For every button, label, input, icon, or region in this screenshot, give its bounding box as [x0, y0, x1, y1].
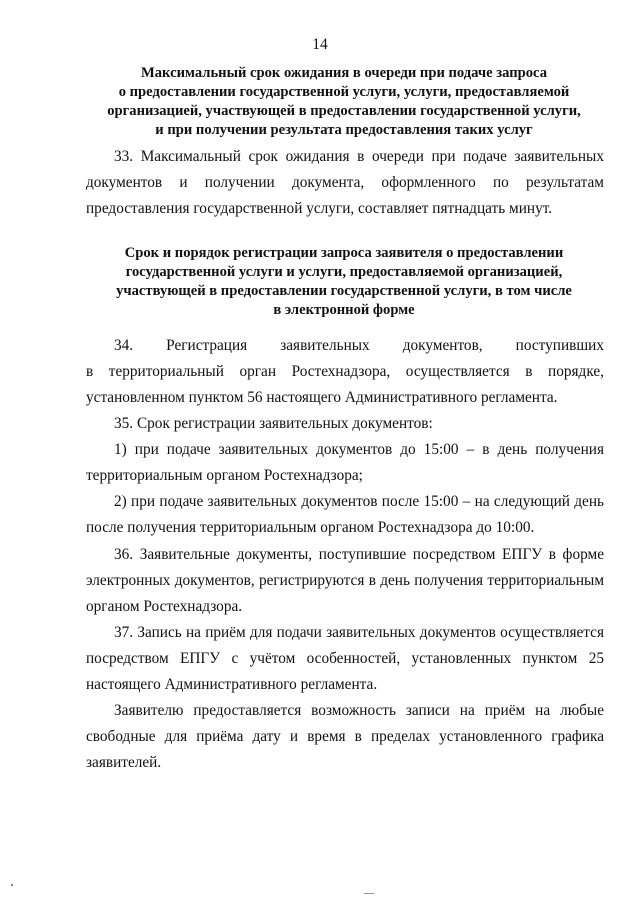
- text-line: 33. Максимальный срок ожидания в очереди при подаче заявительных: [114, 148, 604, 165]
- paragraph-37: [86, 620, 604, 698]
- page-number: 14: [312, 36, 328, 53]
- paragraph-35-item-1: [86, 437, 604, 489]
- text-line: 35. Срок регистрации заявительных документов:: [114, 415, 433, 432]
- text-line: территориальным органом Ростехнадзора;: [86, 467, 363, 484]
- heading-line: в электронной форме: [273, 302, 415, 318]
- text-line: предоставления государственной услуги, составляет пятнадцать минут.: [86, 200, 553, 217]
- text-line: установленном пунктом 56 настоящего Административного регламента.: [86, 389, 558, 406]
- text-line: 2) при подаче заявительных документов после 15:00 – на следующий день: [114, 493, 604, 510]
- heading-line: участвующей в предоставлении государственной услуги, в том числе: [116, 283, 572, 299]
- section-heading-queue-time: [84, 64, 604, 140]
- text-line: настоящего Административного регламента.: [86, 676, 378, 693]
- paragraph-34: [86, 333, 604, 411]
- heading-line: Срок и порядок регистрации запроса заявителя о предоставлении: [124, 245, 564, 261]
- paragraph-36: [86, 542, 604, 620]
- heading-line: организацией, участвующей в предоставлении государственной услуги,: [107, 103, 581, 119]
- text-line: 34. Регистрация заявительных документов, поступивших: [114, 337, 604, 354]
- text-line: заявителей.: [86, 754, 162, 771]
- text-line: 37. Запись на приём для подачи заявительных документов осуществляется: [114, 624, 604, 641]
- paragraph-35-item-2: [86, 489, 604, 541]
- text-line: органом Ростехнадзора.: [86, 598, 243, 615]
- text-line: Заявителю предоставляется возможность записи на приём на любые: [114, 702, 604, 719]
- paragraph-33: [86, 144, 604, 222]
- heading-line: о предоставлении государственной услуги, услуги, предоставляемой: [118, 84, 570, 100]
- text-line: посредством ЕПГУ с учётом особенностей, установленных пунктом 25: [86, 650, 604, 667]
- scan-speck: [364, 893, 374, 894]
- text-line: документов и получении документа, оформленного по результатам: [86, 174, 604, 191]
- text-line: после получения территориальным органом Ростехнадзора до 10:00.: [86, 519, 535, 536]
- paragraph-37-appointment: [86, 698, 604, 776]
- paragraph-35: [86, 411, 604, 437]
- text-line: 36. Заявительные документы, поступившие посредством ЕПГУ в форме: [114, 546, 604, 563]
- text-line: свободные для приёма дату и время в пределах установленного графика: [86, 728, 604, 745]
- text-line: электронных документов, регистрируются в день получения территориальным: [86, 572, 604, 589]
- section-heading-registration: [84, 244, 604, 320]
- heading-line: и при получении результата предоставления таких услуг: [155, 122, 533, 138]
- text-line: 1) при подаче заявительных документов до 15:00 – в день получения: [114, 441, 604, 458]
- heading-line: Максимальный срок ожидания в очереди при подаче запроса: [140, 65, 547, 81]
- text-line: в территориальный орган Ростехнадзора, осуществляется в порядке,: [86, 363, 604, 380]
- scan-speck: [11, 884, 13, 886]
- heading-line: государственной услуги и услуги, предоставляемой организацией,: [125, 264, 563, 280]
